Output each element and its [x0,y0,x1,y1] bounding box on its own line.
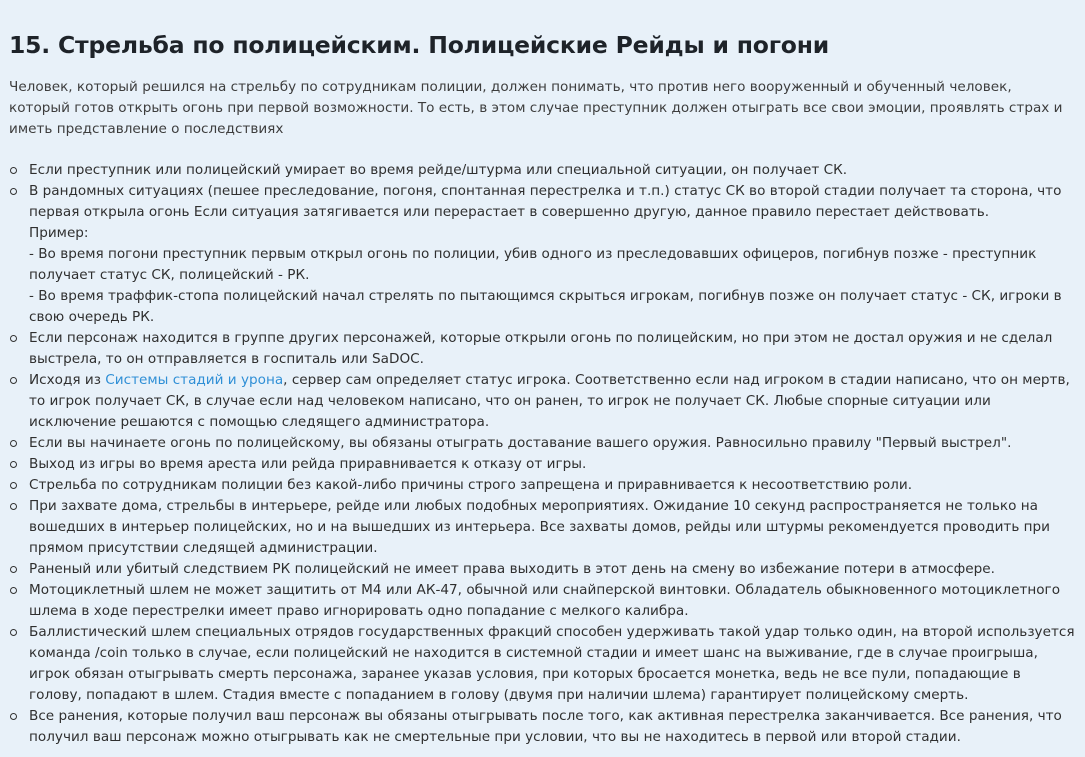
stages-system-link[interactable]: Системы стадий и урона [105,372,284,388]
section-title: 15. Стрельба по полицейским. Полицейские Рейды и погони [9,31,830,59]
bullet-icon [10,461,17,468]
rule-text: Мотоциклетный шлем не может защитить от М4 или АК-47, обычной или снайперской винтовки. Обладатель обыкновенного мотоциклетного шлема в ходе перестрелки имеет право игнорировать одно попадание с мелкого калибра. [29,582,1061,619]
rules-list [9,160,1075,748]
rule-item [9,433,1075,454]
bullet-icon [10,440,17,447]
bullet-icon [10,167,17,174]
rule-text: Если преступник или полицейский умирает во время рейде/штурма или специальной ситуации, он получает СК. [29,162,848,178]
rule-item [9,496,1075,559]
rule-item [9,580,1075,622]
rule-text: Стрельба по сотрудникам полиции без какой-либо причины строго запрещена и приравнивается к несоответствию роли. [29,477,913,493]
rule-text: Раненый или убитый следствием РК полицейский не имеет права выходить в этот день на смену во избежание потери в атмосфере. [29,561,995,577]
bullet-icon [10,503,17,510]
rule-item [9,160,1075,181]
rule-text-after: , сервер сам определяет статус игрока. Соответственно если над игроком в стадии написано, что он мертв, то игрок получает СК, в случае если над человеком написано, что он ранен, то игрок не получает СК. Любые спорные ситуации или исключение решаются с помощью следящего администратора. [29,372,1070,430]
bullet-icon [10,713,17,720]
rule-text-before: Исходя из [29,372,106,388]
rule-item [9,622,1075,706]
rule-item [9,559,1075,580]
example-text: - Во время погони преступник первым открыл огонь по полиции, убив одного из преследовавших офицеров, погибнув позже - преступник получает статус СК, полицейский - РК. [29,246,1037,283]
bullet-icon [10,566,17,573]
bullet-icon [10,587,17,594]
example-label: Пример: [29,225,89,241]
rule-item [9,328,1075,370]
bullet-icon [10,377,17,384]
rule-item [9,454,1075,475]
rule-item [9,706,1075,748]
rule-item [9,181,1075,328]
rule-text: Все ранения, которые получил ваш персонаж вы обязаны отыгрывать после того, как активная перестрелка заканчивается. Все ранения, что получил ваш персонаж можно отыгрывать как не смертельные при условии, что вы не находитесь в первой или второй стадии. [29,708,1062,745]
bullet-icon [10,188,17,195]
rule-text: Если вы начинаете огонь по полицейскому, вы обязаны отыграть доставание вашего оружия. Равносильно правилу "Первый выстрел". [29,435,1012,451]
rule-text: При захвате дома, стрельбы в интерьере, рейде или любых подобных мероприятиях. Ожидание 10 секунд распространяется не только на вошедших в интерьер полицейских, но и на вышедших из интерьера. Все захваты домов, рейды или штурмы рекомендуется проводить при прямом присутствии следящей администрации. [29,498,1051,556]
section-intro: Человек, который решился на стрельбу по сотрудникам полиции, должен понимать, что против него вооруженный и обученный человек, который готов открыть огонь при первой возможности. То есть, в этом случае преступник должен отыграть все свои эмоции, проявлять страх и иметь представление о последствиях [9,79,1063,137]
rule-text: Выход из игры во время ареста или рейда приравнивается к отказу от игры. [29,456,587,472]
rule-item [9,370,1075,433]
bullet-icon [10,482,17,489]
example-text: - Во время траффик-стопа полицейский начал стрелять по пытающимся скрыться игрокам, погибнув позже он получает статус - СК, игроки в свою очередь РК. [29,288,1062,325]
rule-item [9,475,1075,496]
bullet-icon [10,629,17,636]
rule-text: В рандомных ситуациях (пешее преследование, погоня, спонтанная перестрелка и т.п.) статус СК во второй стадии получает та сторона, что первая открыла огонь Если ситуация затягивается или перерастает в совершенно другую, данное правило перестает действовать. [29,183,1062,220]
rule-text: Баллистический шлем специальных отрядов государственных фракций способен удерживать такой удар только один, на второй используется команда /coin только в случае, если полицейский не находится в системной стадии и имеет шанс на выживание, где в случае проигрыша, игрок обязан отыгрывать смерть персонажа, заранее указав условия, при которых бросается монетка, ведь не все пули, попадающие в голову, попадают в шлем. Стадия вместе с попаданием в голову (двумя при наличии шлема) гарантирует полицейскому смерть. [29,624,1075,703]
rule-text: Если персонаж находится в группе других персонажей, которые открыли огонь по полицейским, но при этом не достал оружия и не сделал выстрела, то он отправляется в госпиталь или SaDOC. [29,330,1053,367]
bullet-icon [10,335,17,342]
